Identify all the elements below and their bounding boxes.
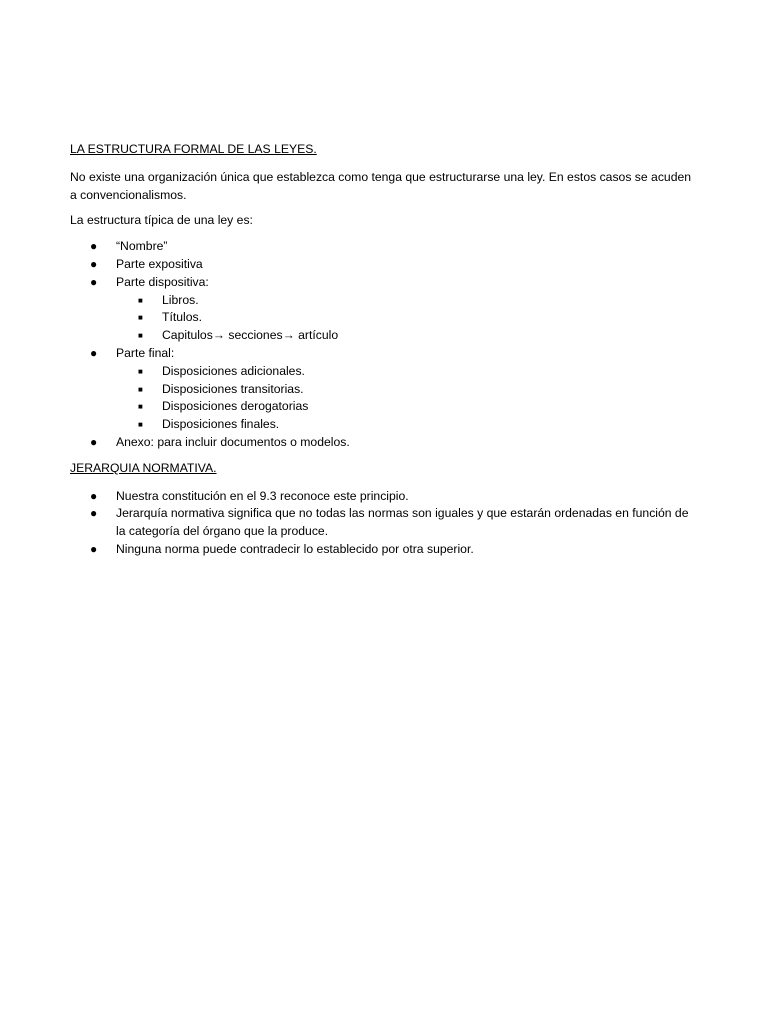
sublist-item <box>70 327 700 345</box>
list-item <box>70 256 700 274</box>
lead-paragraph: La estructura típica de una ley es: <box>70 213 253 228</box>
list-item-label: Parte final: <box>116 345 175 360</box>
list-item <box>70 345 700 434</box>
list-item <box>70 434 700 452</box>
list-item-label: Nuestra constitución en el 9.3 reconoce este principio. <box>116 488 409 503</box>
square-bullet-icon: ■ <box>138 384 143 394</box>
circle-bullet-icon: ● <box>90 239 98 254</box>
circle-bullet-icon: ● <box>90 506 98 521</box>
circle-bullet-icon: ● <box>90 274 98 289</box>
sublist-item-label: Libros. <box>162 292 199 307</box>
list-item <box>70 541 700 559</box>
circle-bullet-icon: ● <box>90 345 98 360</box>
list-item-label: “Nombre” <box>116 239 168 254</box>
jerarquia-list <box>70 488 700 559</box>
sublist <box>116 363 700 434</box>
sublist-item-label: Disposiciones adicionales. <box>162 363 305 378</box>
sublist-item <box>70 381 700 399</box>
sublist-item-label: Capitulos→ secciones→ artículo <box>162 328 339 343</box>
intro-paragraph: No existe una organización única que establezca como tenga que estructurarse una ley. En estos casos se acuden a convencionalismos. <box>70 169 692 202</box>
sublist-item-label: Disposiciones finales. <box>162 417 280 432</box>
sublist <box>116 292 700 345</box>
circle-bullet-icon: ● <box>90 434 98 449</box>
section-title-estructura: LA ESTRUCTURA FORMAL DE LAS LEYES. <box>70 142 317 156</box>
circle-bullet-icon: ● <box>90 541 98 556</box>
sublist-item-label: Disposiciones transitorias. <box>162 381 304 396</box>
square-bullet-icon: ■ <box>138 420 143 430</box>
estructura-list <box>70 238 700 452</box>
list-item-label: Anexo: para incluir documentos o modelos. <box>116 434 350 449</box>
section-title-jerarquia: JERARQUIA NORMATIVA. <box>70 460 217 475</box>
square-bullet-icon: ■ <box>138 331 143 341</box>
list-item-label: Jerarquía normativa significa que no todas las normas son iguales y que estarán ordenadas en función de la categoría del órgano que la produce. <box>116 506 689 539</box>
sublist-item <box>70 363 700 381</box>
sublist-item-label: Disposiciones derogatorias <box>162 399 309 414</box>
list-item <box>70 274 700 345</box>
square-bullet-icon: ■ <box>138 295 143 305</box>
sublist-item <box>70 398 700 416</box>
sublist-item <box>70 309 700 327</box>
list-item <box>70 238 700 256</box>
list-item <box>70 505 700 541</box>
circle-bullet-icon: ● <box>90 256 98 271</box>
circle-bullet-icon: ● <box>90 488 98 503</box>
square-bullet-icon: ■ <box>138 366 143 376</box>
square-bullet-icon: ■ <box>138 313 143 323</box>
sublist-item <box>70 292 700 310</box>
list-item-label: Parte expositiva <box>116 256 203 271</box>
document-page <box>70 141 700 567</box>
list-item <box>70 488 700 506</box>
square-bullet-icon: ■ <box>138 402 143 412</box>
list-item-label: Ninguna norma puede contradecir lo establecido por otra superior. <box>116 541 474 556</box>
list-item-label: Parte dispositiva: <box>116 274 209 289</box>
sublist-item-label: Títulos. <box>162 310 202 325</box>
sublist-item <box>70 416 700 434</box>
